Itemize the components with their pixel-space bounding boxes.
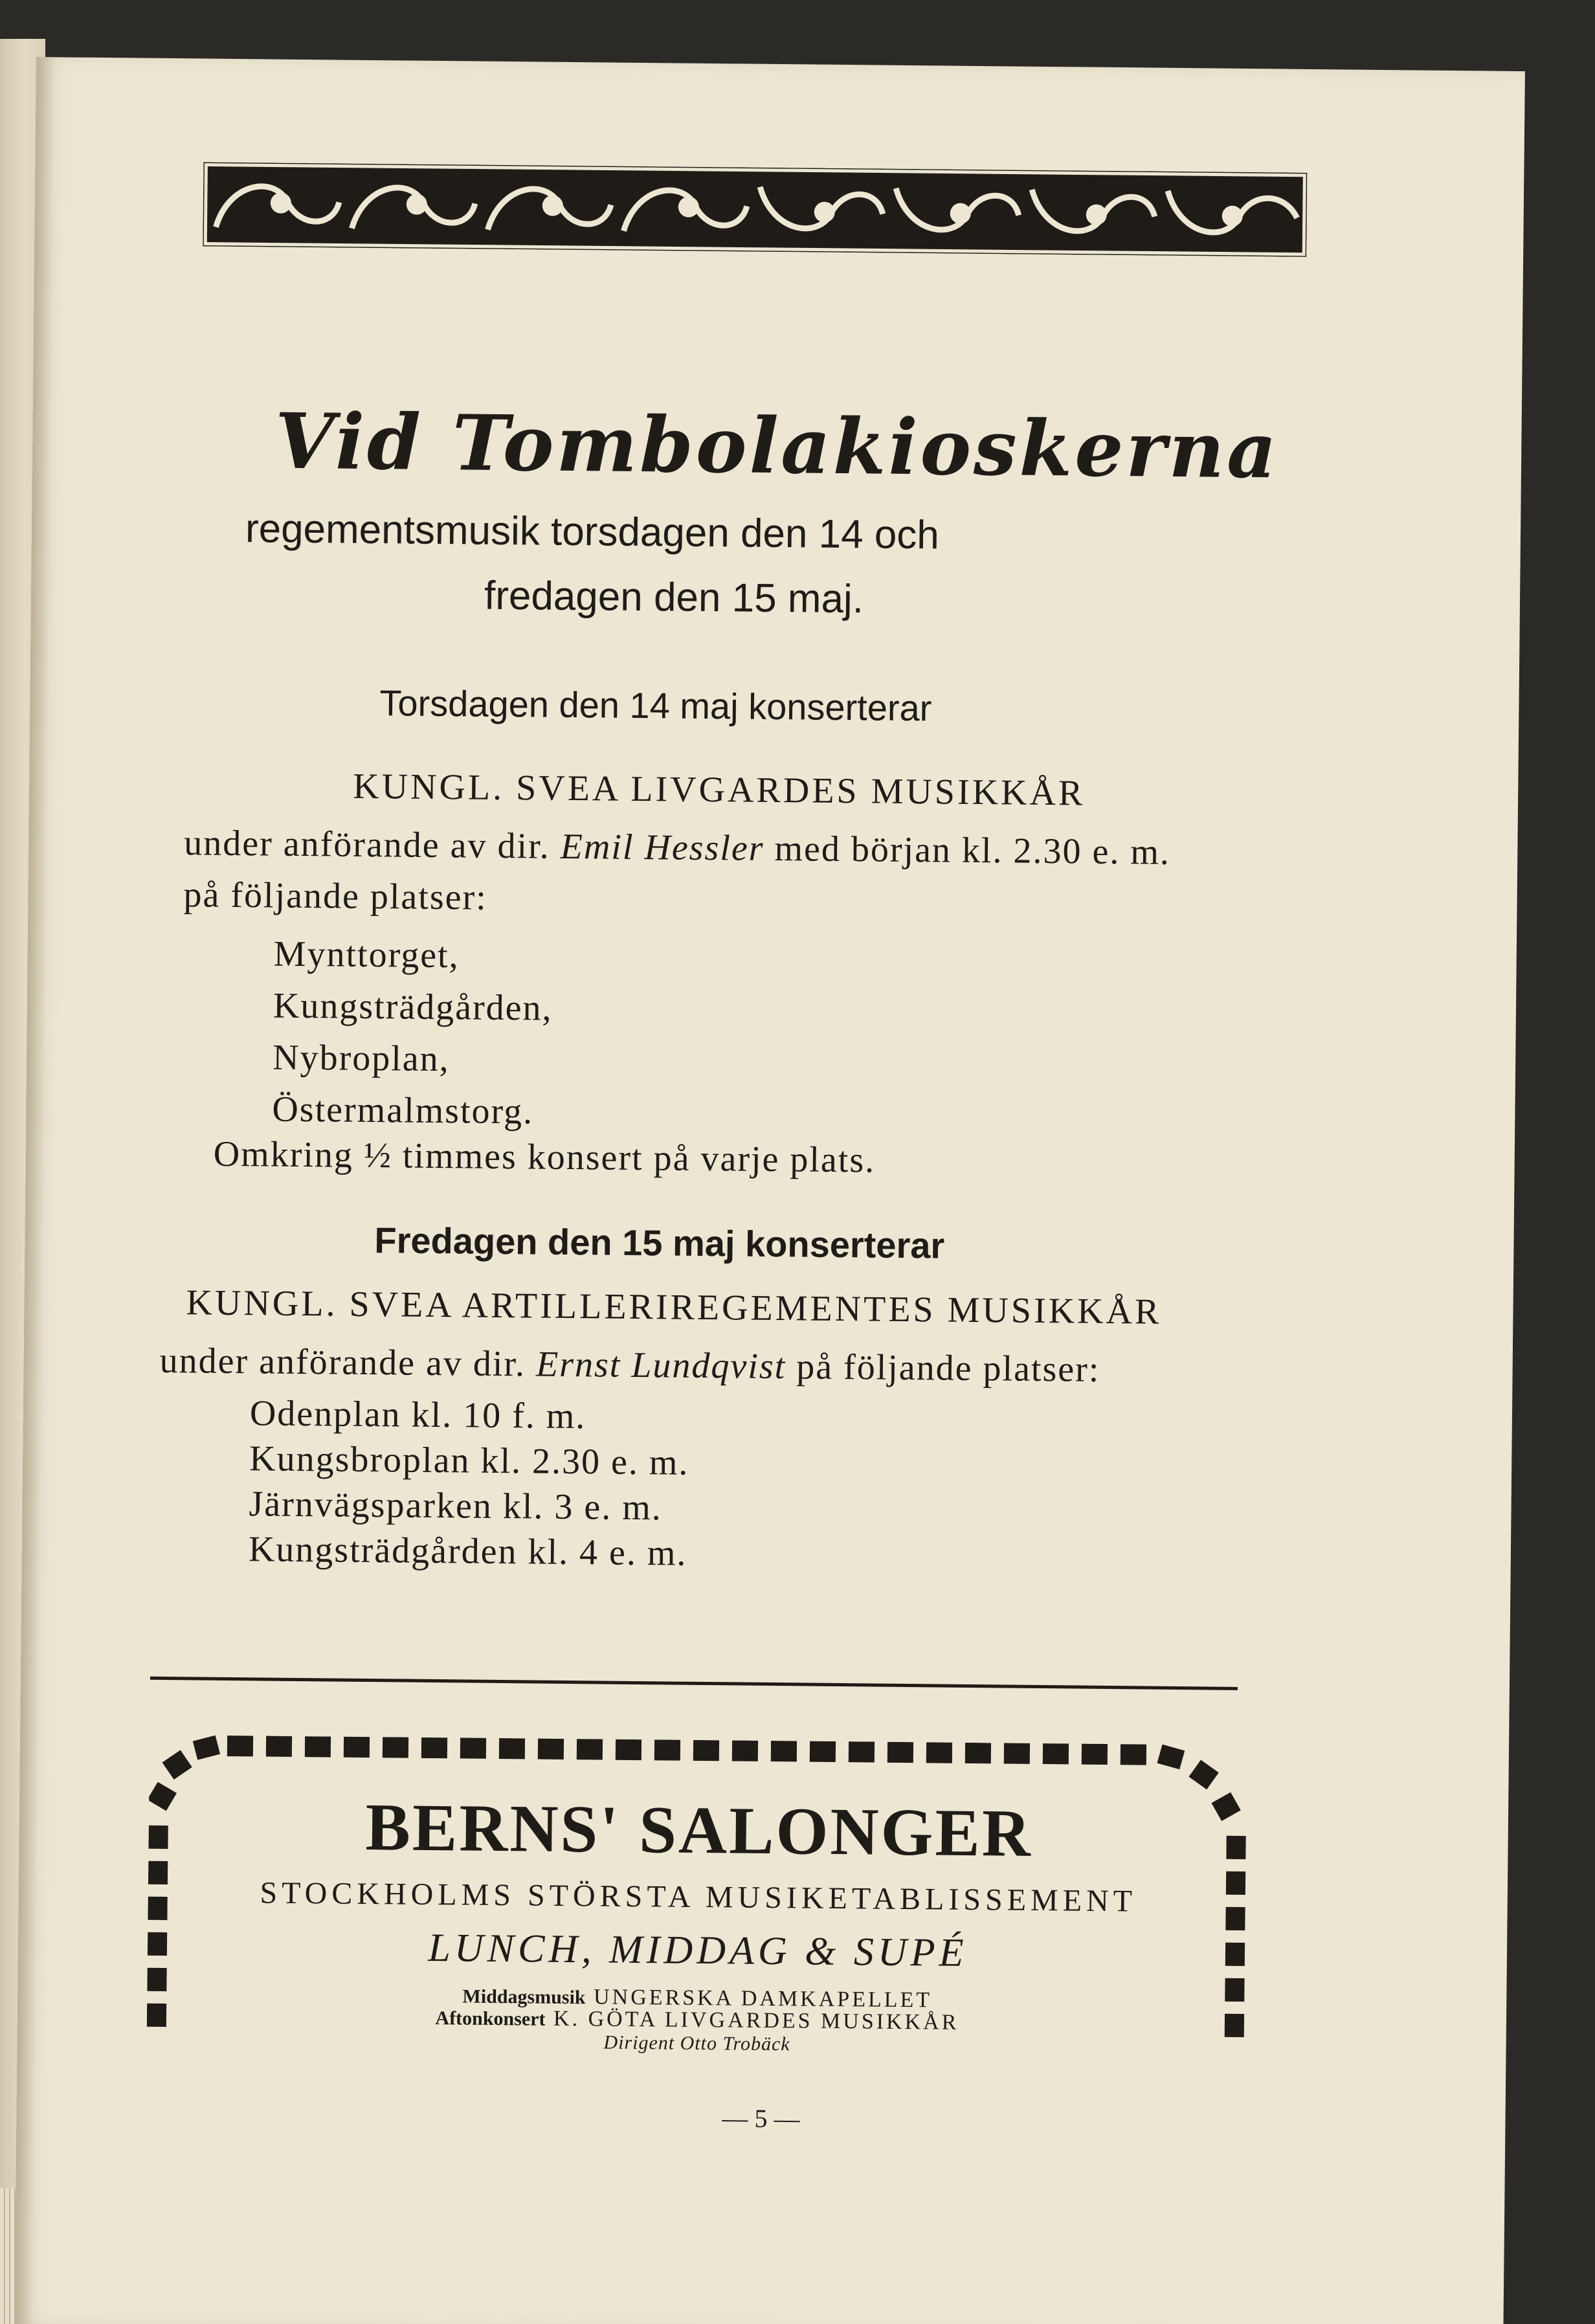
thursday-title: Torsdagen den 14 maj konserterar (379, 682, 932, 729)
friday-place: Odenplan kl. 10 f. m. (249, 1393, 586, 1437)
friday-place: Kungsträdgården kl. 4 e. m. (248, 1529, 687, 1574)
friday-conductor-name: Ernst Lundqvist (535, 1344, 786, 1387)
ad-line-1-label: Middagsmusik (462, 1985, 586, 2009)
ad-line-1-text: UNGERSKA DAMKAPELLET (593, 1985, 933, 2013)
friday-conductor-line (159, 1340, 1100, 1391)
ornamental-border (203, 162, 1307, 256)
scroll-ornament-icon (203, 162, 1307, 256)
thursday-duration: Omkring ½ timmes konsert på varje plats. (213, 1134, 876, 1181)
berns-advertisement (146, 1735, 1250, 2108)
friday-title: Fredagen den 15 maj konserterar (374, 1220, 945, 1266)
thursday-conductor-name: Emil Hessler (560, 826, 764, 869)
friday-band: KUNGL. SVEA ARTILLERIREGEMENTES MUSIKKÅR (186, 1282, 1162, 1332)
ad-line-2-text: K. GÖTA LIVGARDES MUSIKKÅR (553, 2006, 959, 2035)
thursday-place: Kungsträdgården, (273, 985, 553, 1029)
friday-conductor-suffix: på följande platser: (796, 1346, 1100, 1390)
intro-line-2: fredagen den 15 maj. (484, 573, 864, 622)
page-number: — 5 — (722, 2103, 800, 2134)
thursday-place: Mynttorget, (273, 933, 460, 976)
friday-place: Järnvägsparken kl. 3 e. m. (249, 1484, 663, 1528)
thursday-conductor-line (184, 822, 1170, 873)
ad-name: BERNS' SALONGER (365, 1790, 1033, 1871)
friday-place: Kungsbroplan kl. 2.30 e. m. (249, 1438, 689, 1483)
divider-rule (150, 1677, 1238, 1690)
ad-line-3: Dirigent Otto Trobäck (603, 2031, 790, 2055)
thursday-conductor-suffix: med början kl. 2.30 e. m. (774, 829, 1171, 873)
thursday-place: Nybroplan, (272, 1037, 450, 1080)
friday-conductor-prefix: under anförande av dir. (159, 1340, 526, 1385)
thursday-place: Östermalmstorg. (272, 1089, 534, 1132)
program-page (14, 57, 1525, 2324)
ad-line-2-label: Aftonkonsert (435, 2007, 546, 2030)
thursday-places-intro: på följande platser: (183, 875, 488, 918)
intro-line-1: regementsmusik torsdagen den 14 och (245, 506, 940, 558)
ad-tagline: STOCKHOLMS STÖRSTA MUSIKETABLISSEMENT (260, 1875, 1137, 1919)
ad-meals: LUNCH, MIDDAG & SUPÉ (428, 1925, 968, 1975)
page-heading: Vid Tombolakioskerna (274, 396, 1280, 496)
thursday-band: KUNGL. SVEA LIVGARDES MUSIKKÅR (352, 766, 1086, 814)
thursday-conductor-prefix: under anförande av dir. (184, 823, 550, 867)
